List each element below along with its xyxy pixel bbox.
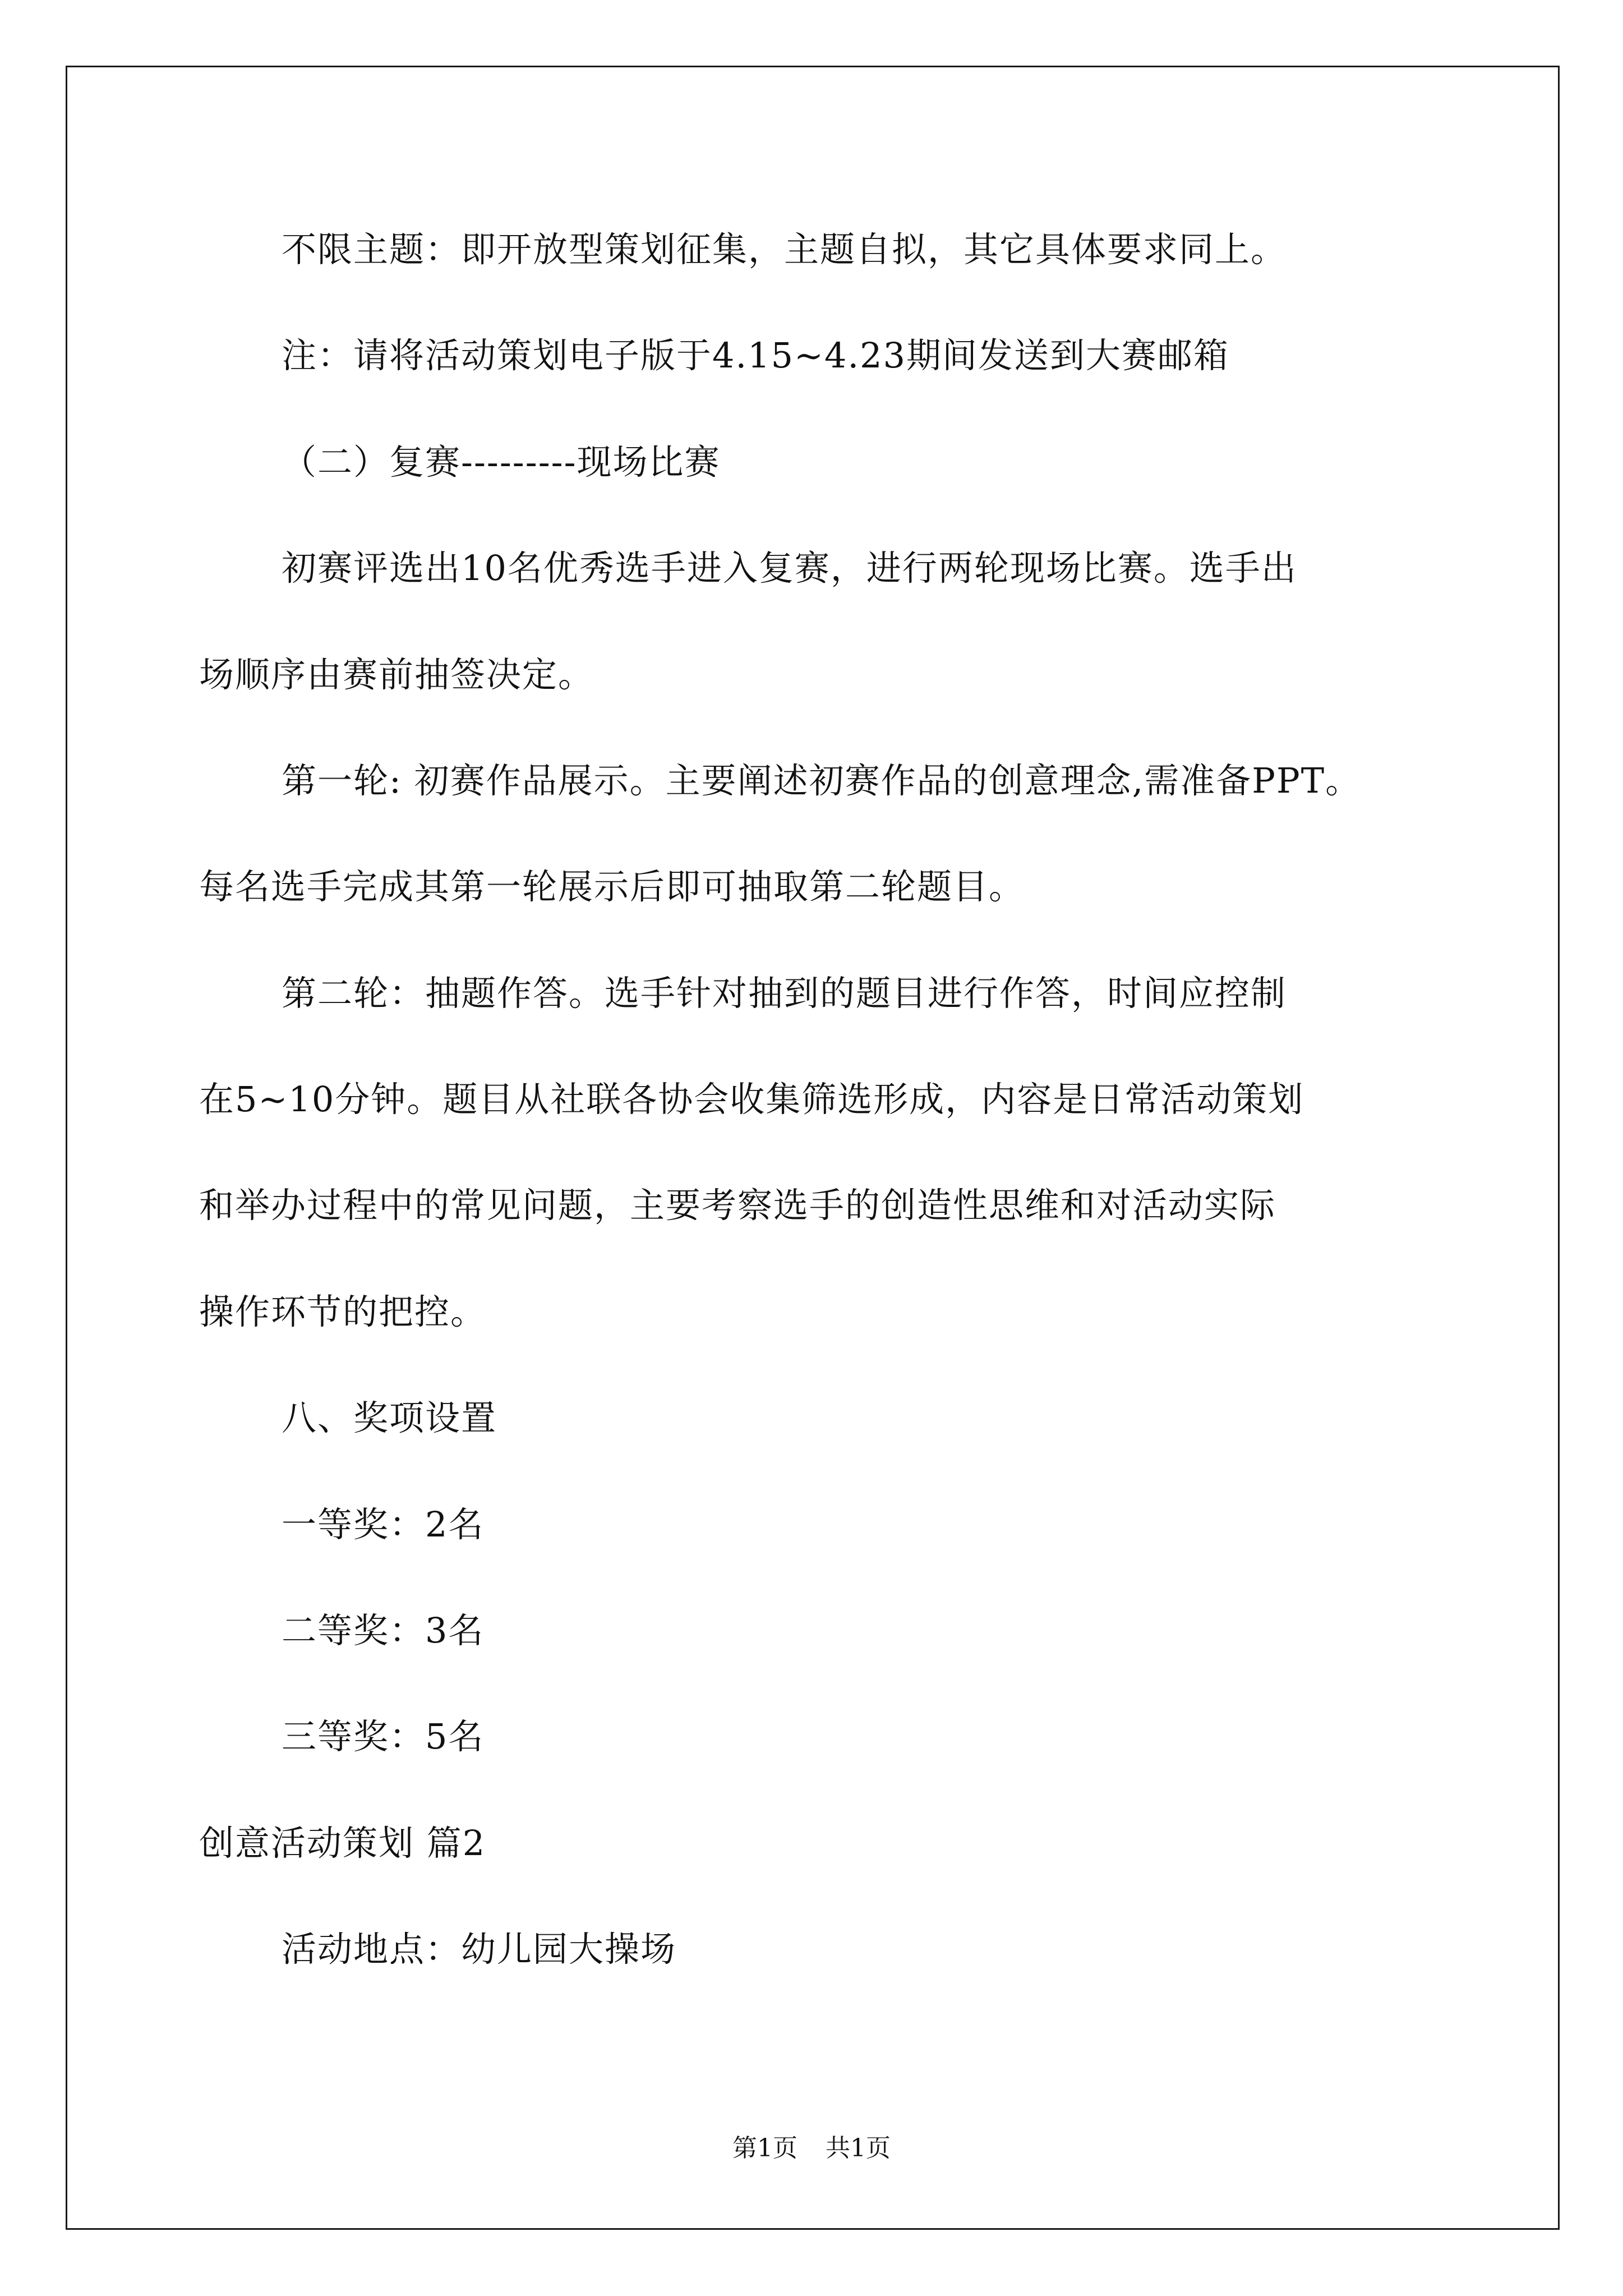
paragraph-line: 操作环节的把控。 bbox=[199, 1291, 487, 1332]
section-heading: （二）复赛---------现场比赛 bbox=[282, 441, 721, 482]
page-footer bbox=[0, 2136, 1623, 2161]
award-item: 二等奖：3名 bbox=[282, 1610, 485, 1651]
page-border bbox=[66, 66, 1560, 2230]
paragraph-line: 注：请将活动策划电子版于4.15~4.23期间发送到大赛邮箱 bbox=[282, 335, 1230, 376]
award-item: 三等奖：5名 bbox=[282, 1716, 485, 1757]
paragraph-line: 场顺序由赛前抽签决定。 bbox=[199, 654, 594, 695]
paragraph-line: 活动地点：幼儿园大操场 bbox=[282, 1929, 677, 1970]
page-number-total: 共1页 bbox=[826, 2134, 891, 2162]
paragraph-line: 不限主题：即开放型策划征集，主题自拟，其它具体要求同上。 bbox=[282, 229, 1287, 270]
award-item: 一等奖：2名 bbox=[282, 1504, 485, 1545]
paragraph-line: 在5~10分钟。题目从社联各协会收集筛选形成，内容是日常活动策划 bbox=[199, 1079, 1304, 1120]
page-number-current: 第1页 bbox=[732, 2134, 797, 2162]
document-subtitle: 创意活动策划 篇2 bbox=[199, 1823, 486, 1864]
paragraph-line: 每名选手完成其第一轮展示后即可抽取第二轮题目。 bbox=[199, 866, 1025, 907]
paragraph-line: 第一轮: 初赛作品展示。主要阐述初赛作品的创意理念,需准备PPT。 bbox=[282, 760, 1362, 801]
paragraph-line: 初赛评选出10名优秀选手进入复赛，进行两轮现场比赛。选手出 bbox=[282, 547, 1297, 588]
paragraph-line: 第二轮：抽题作答。选手针对抽到的题目进行作答，时间应控制 bbox=[282, 973, 1287, 1014]
paragraph-line: 和举办过程中的常见问题，主要考察选手的创造性思维和对活动实际 bbox=[199, 1185, 1276, 1226]
section-heading: 八、奖项设置 bbox=[282, 1397, 497, 1438]
